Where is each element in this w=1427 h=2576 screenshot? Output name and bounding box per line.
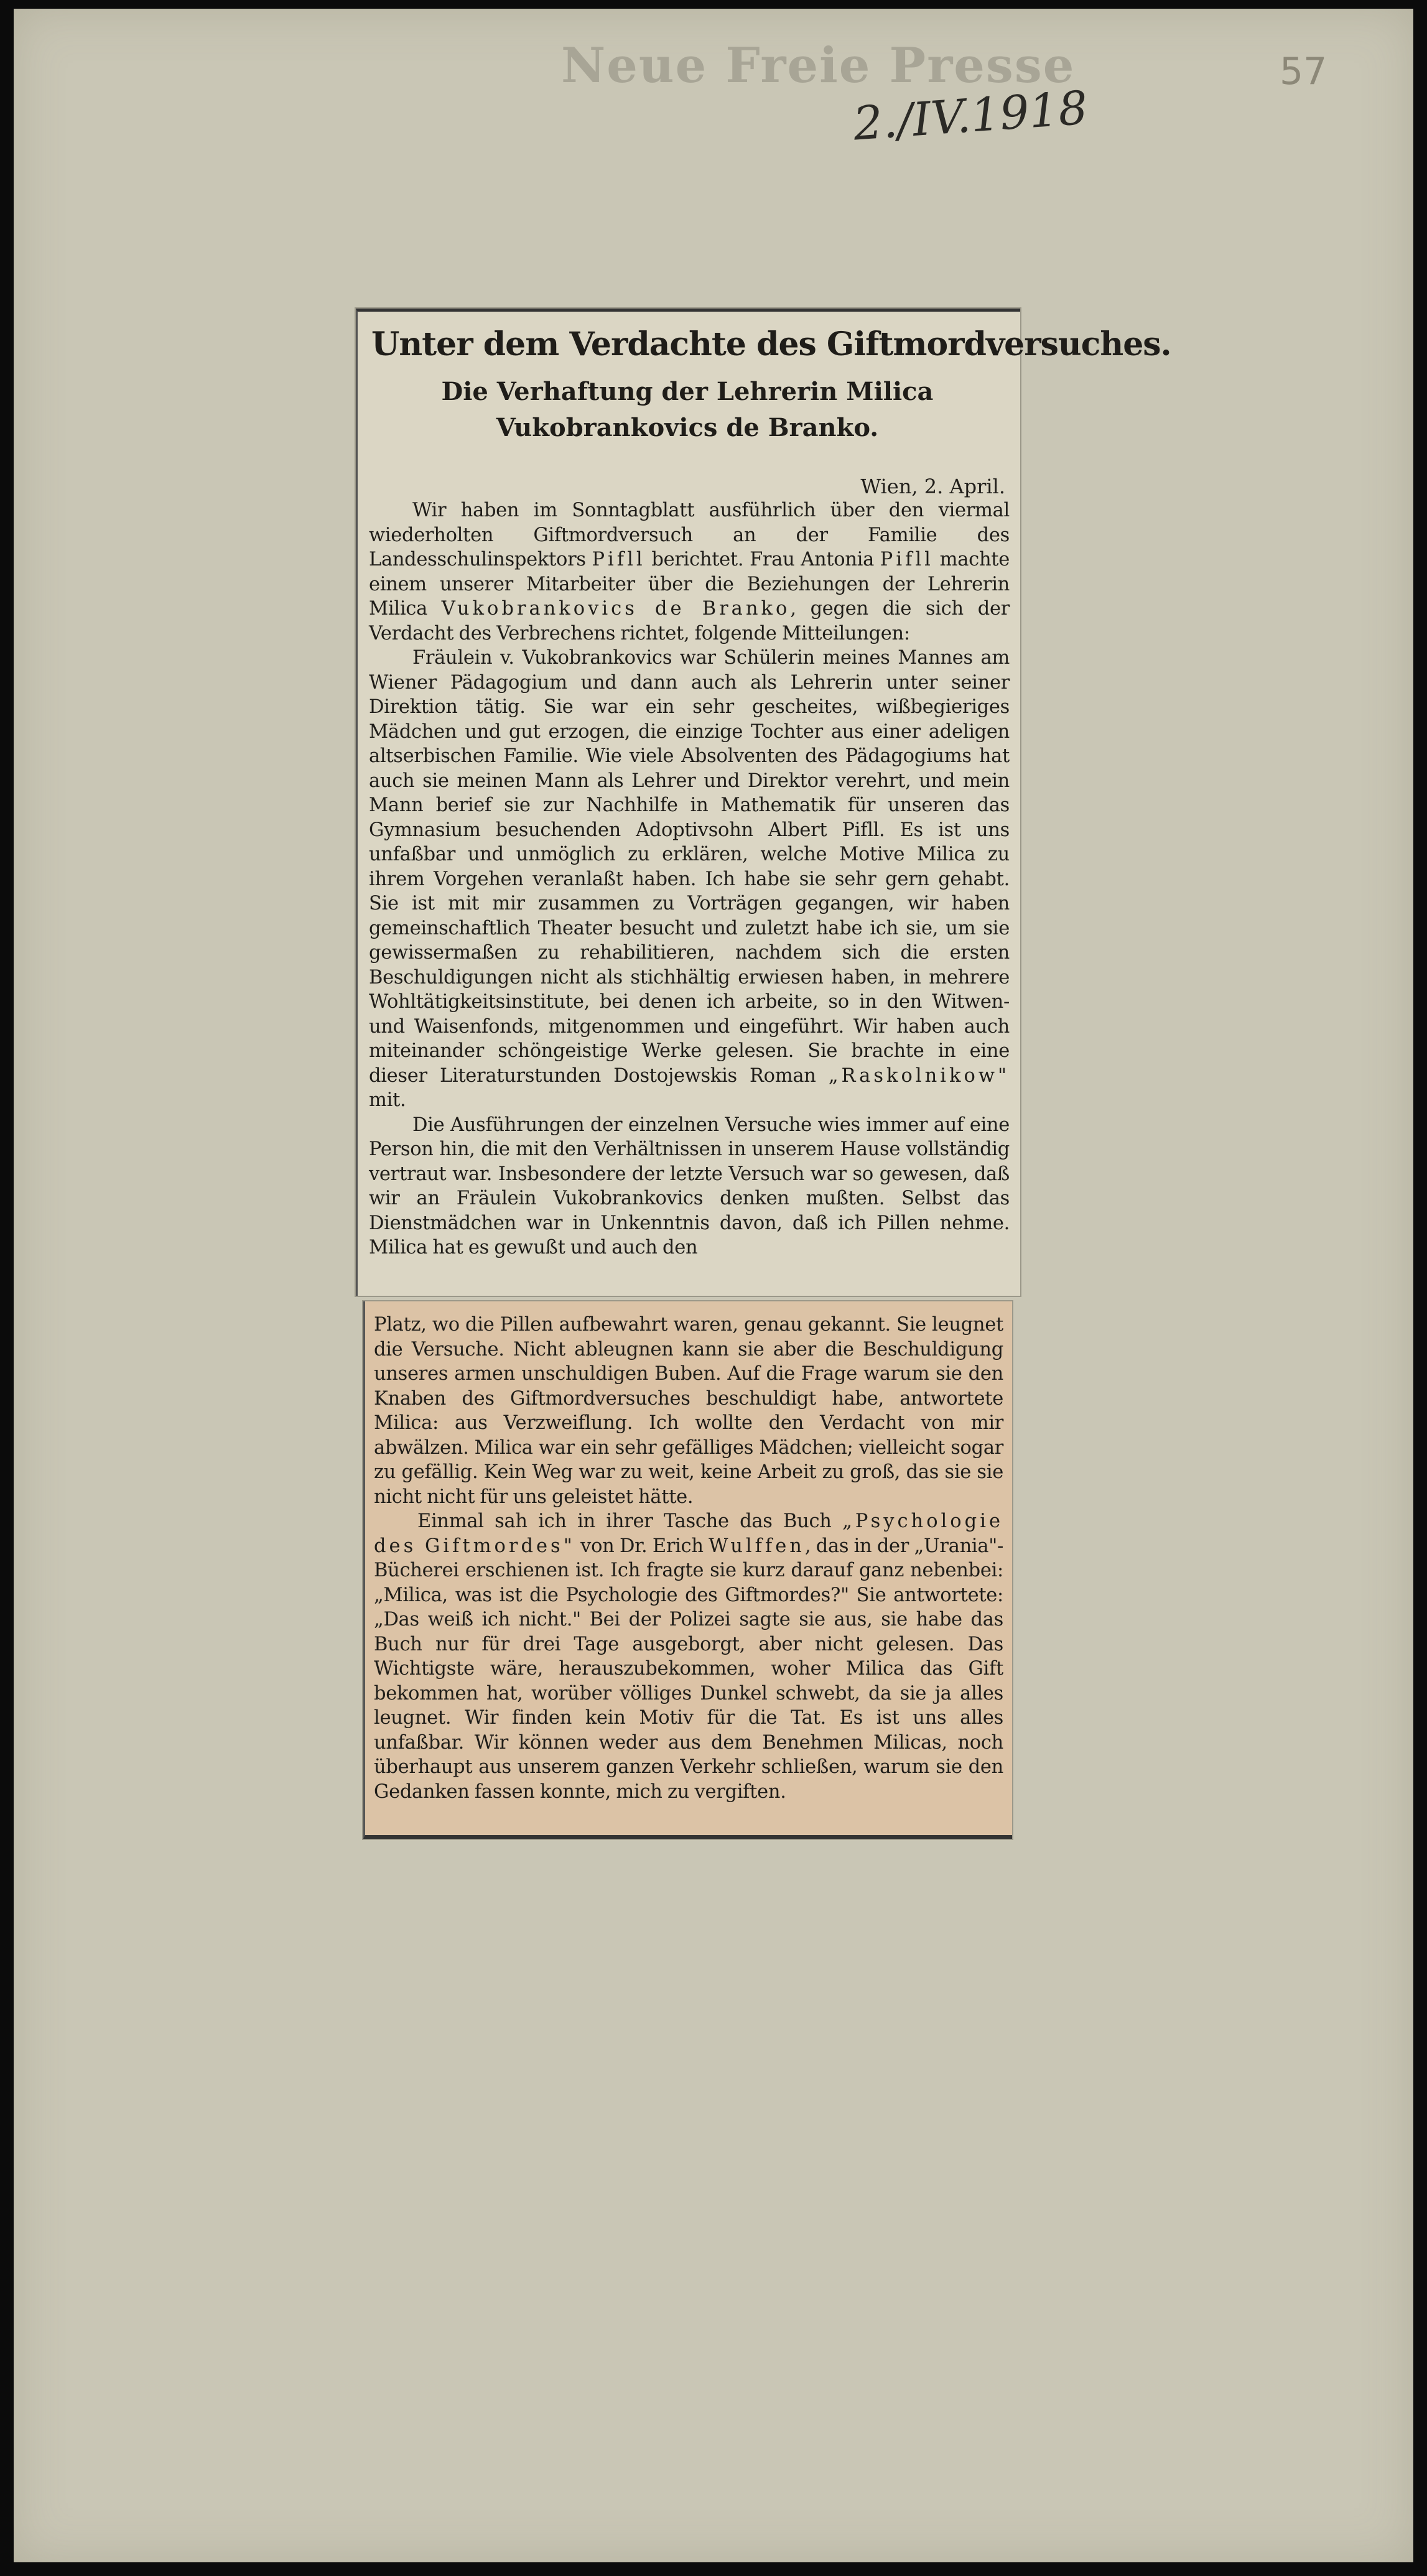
text-run: berichtet. Frau Antonia xyxy=(645,549,880,570)
text-run: machte einem unserer Mitarbeiter über die Beziehungen der Lehrerin Milica xyxy=(369,549,1010,620)
archive-sheet xyxy=(14,9,1413,2562)
text-run: Wir haben im Sonntagblatt ausführlich über den viermal wiederholten Giftmordversuch an der Familie des Landesschulinspektors xyxy=(369,500,1010,570)
text-run: , das in der „Urania"-Bücherei erschienen ist. Ich fragte sie kurz darauf ganz nebenbei: „Milica, was ist die Psychologie des Giftmordes?" Sie antwortete: „Das weiß ich nicht." Bei der Polizei sagte sie aus, sie habe das Buch nur für drei Tage ausgeborgt, aber nicht gelesen. Das Wichtigste wäre, herauszubekommen, woher Milica das Gift bekommen hat, worüber völliges Dunkel schwebt, da sie ja alles leugnet. Wir finden kein Motiv für die Tat. Es ist uns alles unfaßbar. Wir können weder aus dem Benehmen Milicas, noch überhaupt aus unserem ganzen Verkehr schließen, warum sie den Gedanken fassen konnte, mich zu vergiften. xyxy=(374,1535,1003,1803)
clipping-part-1 xyxy=(356,309,1171,1296)
name-pifll: Pifll xyxy=(880,549,934,570)
text-run: Fräulein v. Vukobrankovics war Schülerin meines Mannes am Wiener Pädagogium und dann auch als Lehrerin unter seiner Direktion tätig. Sie war ein sehr gescheites, wißbegieriges Mädchen und gut erzogen, die einzige Tochter aus einer adeligen altserbischen Familie. Wie viele Absolventen des Pädagogiums hat auch sie meinen Mann als Lehrer und Direktor verehrt, und mein Mann berief sie zur Nachhilfe in Mathematik für unseren das Gymnasium besuchenden Adoptivsohn Albert Pifll. Es ist uns unfaßbar und unmöglich zu erklären, welche Motive Milica zu ihrem Vorgehen veranlaßt haben. Ich habe sie sehr gern gehabt. Sie ist mit mir zusammen zu Vorträgen gegangen, wir haben gemeinschaftlich Theater besucht und zuletzt habe ich sie, um sie gewissermaßen zu rehabilitieren, nachdem sich die ersten Beschuldigungen nicht als stichhältig erwiesen haben, in mehrere Wohltätigkeitsinstitute, bei denen ich arbeite, so in den Witwen- und Waisenfonds, mitgenommen und eingeführt. Wir haben auch miteinander schöngeistige Werke gelesen. Sie brachte in eine dieser Literaturstunden Dostojewskis Roman xyxy=(369,647,1010,1087)
clipping-part-2 xyxy=(363,1301,1012,1839)
book-raskolnikow: „Raskolnikow" xyxy=(828,1064,1010,1087)
text-run: mit. xyxy=(369,1089,406,1111)
article-dateline: Wien, 2. April. xyxy=(860,475,1005,498)
article-body-part-2 xyxy=(374,1313,1003,1829)
name-wulffen: Wulffen xyxy=(709,1535,805,1557)
paragraph-4: Platz, wo die Pillen aufbewahrt waren, genau gekannt. Sie leugnet die Versuche. Nicht ableugnen kann sie aber die Beschuldigung unseres armen unschuldigen Buben. Auf die Frage warum sie den Knaben des Giftmordversuches beschuldigt habe, antwortete Milica: aus Verzweiflung. Ich wollte den Verdacht von mir abwälzen. Milica war ein sehr gefälliges Mädchen; vielleicht sogar zu gefällig. Kein Weg war zu weit, keine Arbeit zu groß, das sie sie nicht nicht für uns geleistet hätte. xyxy=(374,1314,1003,1508)
folio-number: 57 xyxy=(1280,50,1327,93)
paragraph-3: Die Ausführungen der einzelnen Versuche wies immer auf eine Person hin, die mit den Verhältnissen in unserem Hause vollständig vertraut war. Insbesondere der letzte Versuch war so gewesen, daß wir an Fräulein Vukobrankovics denken mußten. Selbst das Dienstmädchen war in Unkenntnis davon, daß ich Pillen nehme. Milica hat es gewußt und auch den xyxy=(369,1114,1010,1258)
article-subheadline: Die Verhaftung der Lehrerin Milica Vukobrankovics de Branko. xyxy=(441,377,934,442)
name-pifll: Pifll xyxy=(592,549,646,570)
newspaper-stamp: Neue Freie Presse xyxy=(561,37,1076,94)
article-body-part-1 xyxy=(369,498,1010,1291)
text-run: von Dr. Erich xyxy=(575,1535,709,1557)
paragraph-1 xyxy=(369,498,1010,646)
paragraph-2 xyxy=(369,646,1010,1113)
name-vukobrankovics: Vukobrankovics de Branko xyxy=(441,598,791,620)
article-headline: Unter dem Verdachte des Giftmordversuches. xyxy=(371,325,1171,363)
text-run: , gegen die sich der Verdacht des Verbrechens richtet, folgende Mitteilungen: xyxy=(369,598,1010,644)
text-run: Einmal sah ich in ihrer Tasche das Buch xyxy=(417,1510,843,1532)
paragraph-5 xyxy=(374,1509,1003,1804)
book-psychologie: „Psychologie des Giftmordes" xyxy=(374,1510,1003,1557)
handwritten-date: 2./IV.1918 xyxy=(852,81,1090,151)
